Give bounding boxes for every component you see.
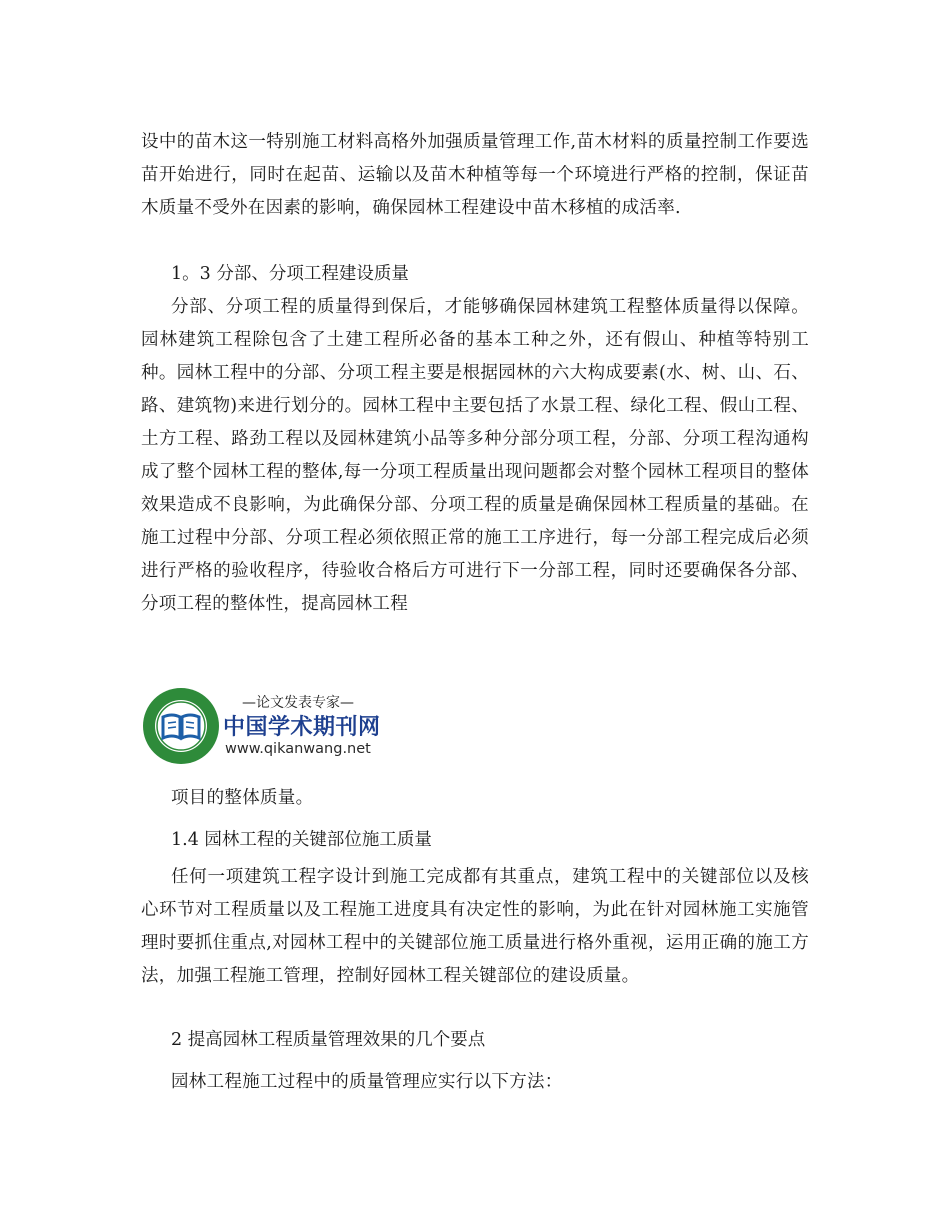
paragraph-methods-intro: 园林工程施工过程中的质量管理应实行以下方法： — [171, 1072, 563, 1092]
paragraph-continuation: 项目的整体质量。 — [171, 788, 314, 808]
paragraph-seedling-quality: 设中的苗木这一特别施工材料高格外加强质量管理工作,苗木材料的质量控制工作要选苗开始进行，同时在起苗、运输以及苗木种植等每一个环境进行严格的控制，保证苗木质量不受外在因素的影响，确保园林工程建设中苗木移植的成活率. — [141, 132, 809, 218]
heading-section-1-4: 1.4 园林工程的关键部位施工质量 — [171, 830, 432, 850]
logo-tagline: —论文发表专家— — [242, 695, 354, 711]
watermark-logo — [141, 686, 381, 766]
heading-section-1-3: 1。3 分部、分项工程建设质量 — [171, 264, 409, 284]
book-seal-icon — [141, 686, 221, 766]
logo-url: www.qikanwang.net — [225, 741, 371, 757]
heading-section-2: 2 提高园林工程质量管理效果的几个要点 — [171, 1030, 486, 1050]
paragraph-subproject-quality: 分部、分项工程的质量得到保后，才能够确保园林建筑工程整体质量得以保障。园林建筑工程除包含了土建工程所必备的基本工种之外，还有假山、种植等特别工种。园林工程中的分部、分项工程主要是根据园林的六大构成要素(水、树、山、石、路、建筑物)来进行划分的。园林工程中主要包括了水景工程、绿化工程、假山工程、土方工程、路劲工程以及园林建筑小品等多种分部分项工程，分部、分项工程沟通构成了整个园林工程的整体,每一分项工程质量出现问题都会对整个园林工程项目的整体效果造成不良影响，为此确保分部、分项工程的质量是确保园林工程质量的基础。在施工过程中分部、分项工程必须依照正常的施工工序进行，每一分部工程完成后必须进行严格的验收程序，待验收合格后方可进行下一分部工程，同时还要确保各分部、分项工程的整体性，提高园林工程 — [141, 297, 809, 614]
paragraph-key-parts-quality: 任何一项建筑工程字设计到施工完成都有其重点，建筑工程中的关键部位以及核心环节对工程质量以及工程施工进度具有决定性的影响，为此在针对园林施工实施管理时要抓住重点,对园林工程中的关键部位施工质量进行格外重视，运用正确的施工方法，加强工程施工管理，控制好园林工程关键部位的建设质量。 — [141, 867, 809, 986]
logo-title: 中国学术期刊网 — [223, 715, 381, 740]
